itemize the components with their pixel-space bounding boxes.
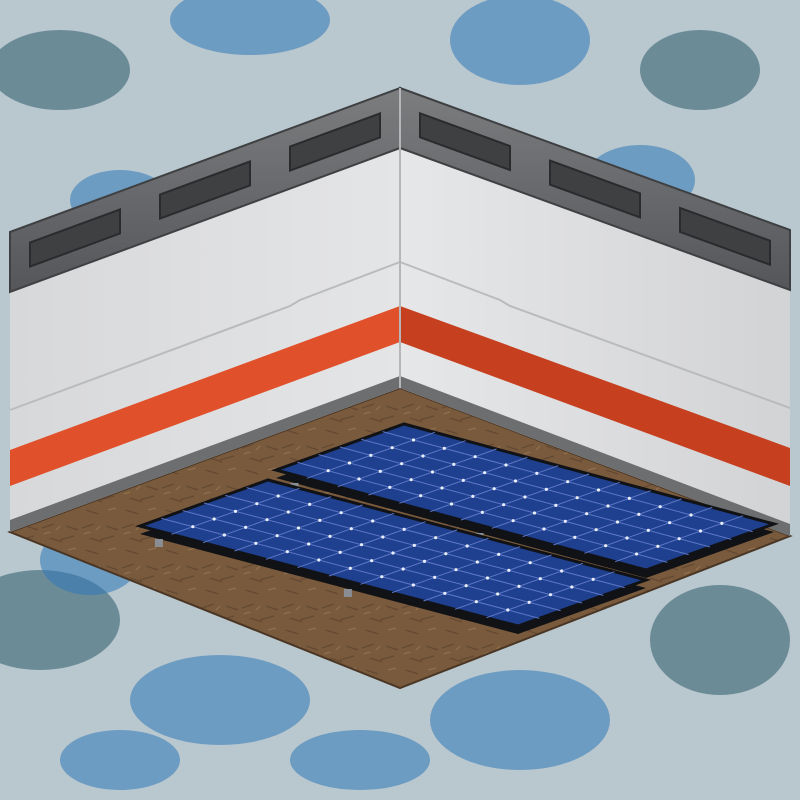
solar-cell-highlight: [340, 511, 343, 514]
solar-cell-highlight: [668, 521, 671, 524]
solar-cell-highlight: [286, 550, 289, 553]
solar-cell-highlight: [412, 583, 415, 586]
solar-cell-highlight: [523, 495, 526, 498]
solar-cell-highlight: [689, 513, 692, 516]
solar-cell-highlight: [474, 455, 477, 458]
solar-cell-highlight: [656, 545, 659, 548]
solar-cell-highlight: [506, 608, 509, 611]
solar-cell-highlight: [566, 480, 569, 483]
solar-cell-highlight: [327, 469, 330, 472]
background-blob: [290, 730, 430, 790]
solar-cell-highlight: [287, 510, 290, 513]
solar-cell-highlight: [554, 504, 557, 507]
solar-cell-highlight: [545, 488, 548, 491]
solar-cell-highlight: [496, 592, 499, 595]
solar-cell-highlight: [357, 477, 360, 480]
solar-cell-highlight: [434, 536, 437, 539]
solar-cell-highlight: [307, 542, 310, 545]
solar-cell-highlight: [597, 488, 600, 491]
solar-cell-highlight: [533, 511, 536, 514]
solar-cell-highlight: [564, 520, 567, 523]
solar-cell-highlight: [254, 542, 257, 545]
solar-cell-highlight: [576, 496, 579, 499]
solar-cell-highlight: [497, 553, 500, 556]
solar-cell-highlight: [444, 552, 447, 555]
solar-cell-highlight: [529, 561, 532, 564]
solar-cell-highlight: [659, 505, 662, 508]
solar-cell-highlight: [297, 526, 300, 529]
background-blob: [130, 655, 310, 745]
solar-cell-highlight: [606, 504, 609, 507]
solar-cell-highlight: [539, 577, 542, 580]
solar-cell-highlight: [475, 600, 478, 603]
solar-cell-highlight: [604, 544, 607, 547]
solar-cell-highlight: [481, 511, 484, 514]
solar-cell-highlight: [423, 560, 426, 563]
solar-cell-highlight: [234, 510, 237, 513]
solar-cell-highlight: [585, 512, 588, 515]
background-blob: [650, 585, 790, 695]
solar-cell-highlight: [517, 585, 520, 588]
solar-cell-highlight: [391, 446, 394, 449]
solar-cell-highlight: [400, 462, 403, 465]
solar-cell-highlight: [443, 447, 446, 450]
solar-cell-highlight: [370, 559, 373, 562]
background-blob: [640, 30, 760, 110]
solar-cell-highlight: [419, 494, 422, 497]
solar-cell-highlight: [433, 576, 436, 579]
solar-cell-highlight: [223, 533, 226, 536]
solar-cell-highlight: [573, 536, 576, 539]
solar-cell-highlight: [403, 528, 406, 531]
solar-cell-highlight: [431, 470, 434, 473]
solar-cell-highlight: [410, 478, 413, 481]
solar-cell-highlight: [244, 526, 247, 529]
solar-cell-highlight: [339, 551, 342, 554]
solar-cell-highlight: [625, 536, 628, 539]
solar-cell-highlight: [635, 552, 638, 555]
solar-cell-highlight: [360, 543, 363, 546]
solar-cell-highlight: [440, 486, 443, 489]
solar-cell-highlight: [720, 522, 723, 525]
background-blob: [430, 670, 610, 770]
solar-cell-highlight: [412, 438, 415, 441]
solar-cell-highlight: [595, 528, 598, 531]
solar-cell-highlight: [549, 593, 552, 596]
solar-cell-highlight: [454, 568, 457, 571]
solar-cell-highlight: [349, 567, 352, 570]
solar-cell-highlight: [380, 575, 383, 578]
solar-cell-highlight: [486, 576, 489, 579]
solar-cell-highlight: [443, 592, 446, 595]
solar-cell-highlight: [318, 519, 321, 522]
solar-cell-highlight: [213, 517, 216, 520]
solar-cell-highlight: [628, 497, 631, 500]
solar-cell-highlight: [483, 471, 486, 474]
solar-cell-highlight: [560, 569, 563, 572]
background-blob: [60, 730, 180, 790]
solar-cell-highlight: [369, 454, 372, 457]
solar-cell-highlight: [514, 479, 517, 482]
solar-cell-highlight: [381, 535, 384, 538]
solar-cell-highlight: [465, 584, 468, 587]
solar-cell-highlight: [317, 558, 320, 561]
solar-cell-highlight: [191, 525, 194, 528]
solar-cell-highlight: [466, 544, 469, 547]
solar-panel-stand: [155, 539, 163, 547]
solar-cell-highlight: [348, 461, 351, 464]
solar-cell-highlight: [637, 513, 640, 516]
solar-cell-highlight: [592, 578, 595, 581]
solar-cell-highlight: [512, 519, 515, 522]
solar-cell-highlight: [471, 495, 474, 498]
solar-cell-highlight: [462, 479, 465, 482]
solar-cell-highlight: [502, 503, 505, 506]
solar-cell-highlight: [371, 519, 374, 522]
solar-cell-highlight: [570, 585, 573, 588]
solar-cell-highlight: [493, 487, 496, 490]
solar-cell-highlight: [528, 601, 531, 604]
solar-cell-highlight: [388, 486, 391, 489]
solar-cell-highlight: [350, 527, 353, 530]
solar-cell-highlight: [476, 560, 479, 563]
solar-cell-highlight: [678, 537, 681, 540]
solar-cell-highlight: [413, 544, 416, 547]
solar-cell-highlight: [255, 502, 258, 505]
solar-cell-highlight: [421, 454, 424, 457]
solar-cell-highlight: [616, 520, 619, 523]
solar-cell-highlight: [699, 529, 702, 532]
solar-cell-highlight: [379, 470, 382, 473]
solar-cell-highlight: [504, 463, 507, 466]
solar-cell-highlight: [450, 502, 453, 505]
solar-cell-highlight: [647, 529, 650, 532]
solar-cell-highlight: [308, 503, 311, 506]
solar-cell-highlight: [391, 551, 394, 554]
solar-panel-stand: [344, 589, 352, 597]
solar-cell-highlight: [507, 569, 510, 572]
solar-cell-highlight: [265, 518, 268, 521]
solar-cell-highlight: [328, 535, 331, 538]
solar-cell-highlight: [452, 463, 455, 466]
solar-cell-highlight: [402, 567, 405, 570]
solar-cell-highlight: [277, 494, 280, 497]
solar-cell-highlight: [276, 534, 279, 537]
solar-cell-highlight: [535, 472, 538, 475]
solar-cell-highlight: [542, 527, 545, 530]
